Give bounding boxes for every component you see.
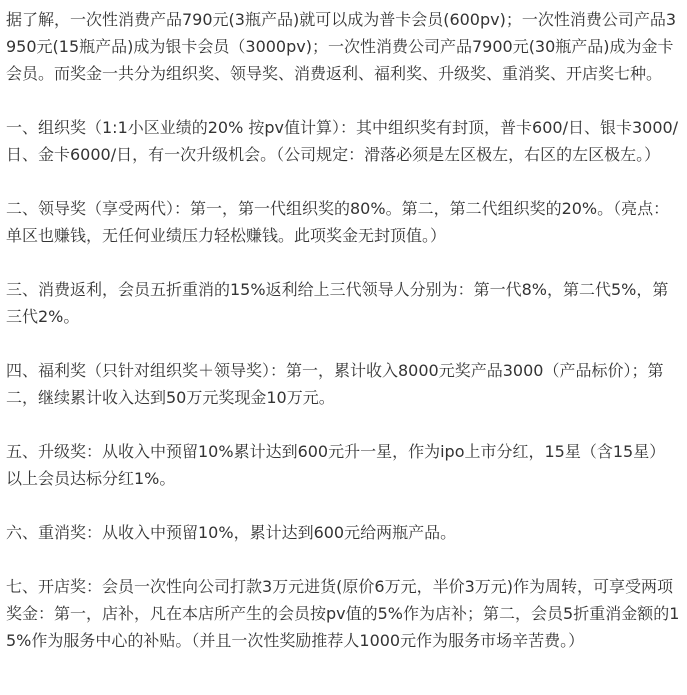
organization-bonus-paragraph: 一、组织奖（1:1小区业绩的20% 按pv值计算）：其中组织奖有封顶，普卡600/日、银卡3000/日、金卡6000/日，有一次升级机会。（公司规定：滑落必须是左区极左，右区的左区极左。） [6, 118, 679, 164]
welfare-bonus-paragraph: 四、福利奖（只针对组织奖＋领导奖）：第一，累计收入8000元奖产品3000（产品标价）；第二，继续累计收入达到50万元奖现金10万元。 [6, 361, 664, 407]
paragraph-spacer [6, 330, 681, 357]
paragraph-spacer [6, 168, 681, 195]
store-bonus-paragraph: 七、开店奖：会员一次性向公司打款3万元进货(原价6万元，半价3万元)作为周转，可享受两项奖金：第一，店补，凡在本店所产生的会员按pv值的5%作为店补；第二，会员5折重消金额的15%作为服务中心的补贴。（并且一次性奖励推荐人1000元作为服务市场辛苦费。） [6, 577, 680, 650]
paragraph-spacer [6, 249, 681, 276]
intro-paragraph: 据了解，一次性消费产品790元(3瓶产品)就可以成为普卡会员(600pv)；一次性消费公司产品3950元(15瓶产品)成为银卡会员（3000pv)；一次性消费公司产品7900元(30瓶产品)成为金卡会员。而奖金一共分为组织奖、领导奖、消费返利、福利奖、升级奖、重消奖、开店奖七种。 [6, 10, 677, 83]
upgrade-bonus-paragraph: 五、升级奖：从收入中预留10%累计达到600元升一星，作为ipo上市分红，15星（含15星）以上会员达标分红1%。 [6, 442, 666, 488]
paragraph-spacer [6, 492, 681, 519]
paragraph-spacer [6, 87, 681, 114]
consumption-rebate-paragraph: 三、消费返利，会员五折重消的15%返利给上三代领导人分别为：第一代8%，第二代5%，第三代2%。 [6, 280, 669, 326]
paragraph-spacer [6, 546, 681, 573]
paragraph-spacer [6, 411, 681, 438]
leadership-bonus-paragraph: 二、领导奖（享受两代）：第一，第一代组织奖的80%。第二，第二代组织奖的20%。（亮点：单区也赚钱，无任何业绩压力轻松赚钱。此项奖金无封顶值。） [6, 199, 670, 245]
repurchase-bonus-paragraph: 六、重消奖：从收入中预留10%，累计达到600元给两瓶产品。 [6, 523, 457, 542]
